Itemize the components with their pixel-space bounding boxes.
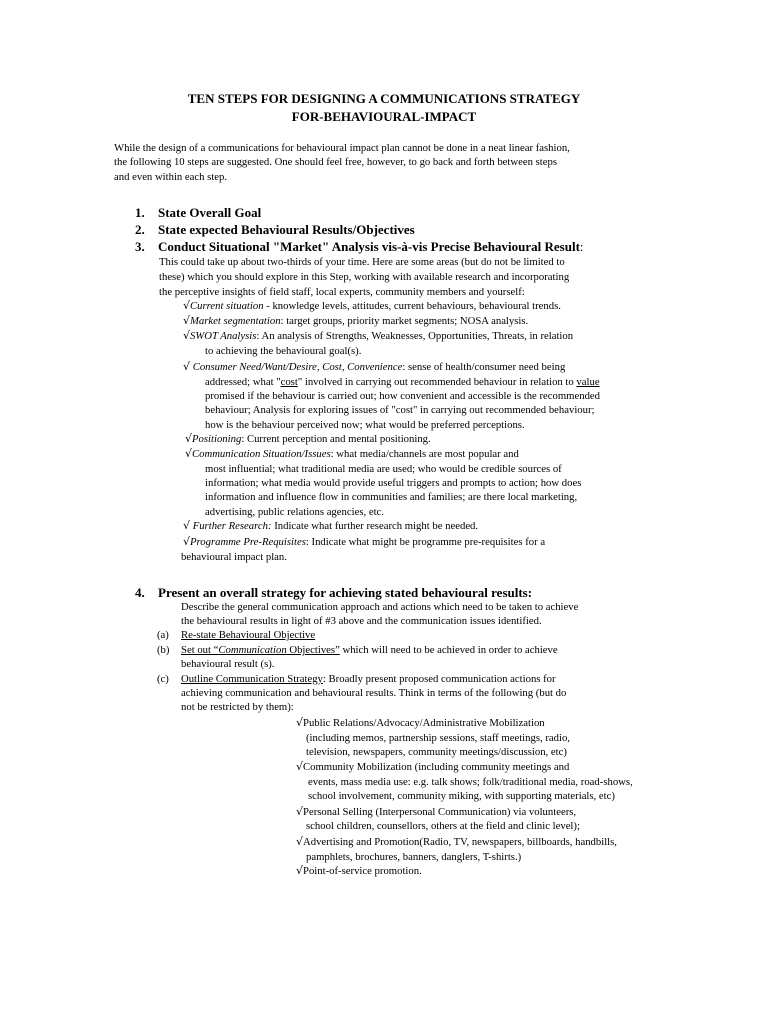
step4-intro-line: the behavioural results in light of #3 above and the communication issues identified. <box>181 615 542 627</box>
bullet-continuation: information; what media would provide useful triggers and prompts to action; how does <box>205 477 582 489</box>
text-span: " involved in carrying out recommended behaviour in relation to <box>297 376 577 388</box>
item-b-marker: (b) <box>157 644 170 656</box>
bullet-continuation <box>205 375 600 389</box>
check-icon: √ <box>296 864 304 877</box>
bullet-label: Market segmentation <box>190 315 281 327</box>
bullet-text: : Current perception and mental positioning. <box>241 433 431 445</box>
check-icon: √ <box>183 299 191 312</box>
item-c-continuation: not be restricted by them): <box>181 701 294 713</box>
bullet-text: - knowledge levels, attitudes, current behaviours, behavioural trends. <box>263 300 561 312</box>
bullet-market-segmentation <box>183 314 528 328</box>
bullet-text: : what media/channels are most popular and <box>330 448 519 460</box>
subitem-advertising <box>296 835 617 849</box>
item-c-label: Outline Communication Strategy <box>181 673 323 685</box>
text-span: Public Relations/Advocacy/Administrative Mobilization <box>303 717 545 729</box>
bullet-label: Consumer Need/Want/Desire, Cost, Convenience <box>192 361 403 373</box>
bullet-label: Positioning <box>192 433 242 445</box>
underlined-cost: cost <box>280 376 298 388</box>
text-span: Advertising and Promotion(Radio, TV, newspapers, billboards, handbills, <box>303 836 617 848</box>
bullet-continuation: behaviour; Analysis for exploring issues of "cost" in carrying out recommended behaviour; <box>205 404 595 416</box>
subitem-continuation: pamphlets, brochures, banners, danglers, T-shirts.) <box>306 851 522 863</box>
step3-intro-line: these) which you should explore in this Step, working with available research and incorporating <box>159 271 570 283</box>
bullet-continuation: to achieving the behavioural goal(s). <box>205 345 362 357</box>
step-1-heading <box>135 204 261 221</box>
bullet-label: Further Research: <box>192 520 272 532</box>
bullet-positioning <box>185 432 431 446</box>
item-c-text <box>181 672 556 686</box>
item-a-text: Re-state Behavioural Objective <box>181 629 316 641</box>
check-icon: √ <box>183 360 191 373</box>
bullet-label: SWOT Analysis <box>190 330 257 342</box>
step3-intro-line: the perceptive insights of field staff, local experts, community members and yourself: <box>159 286 525 298</box>
step-text: Present an overall strategy for achieving stated behavioural results: <box>158 585 533 600</box>
step-number: 4. <box>135 585 145 600</box>
bullet-text: : Indicate what might be programme pre-requisites for a <box>305 536 546 548</box>
item-a-marker: (a) <box>157 629 169 641</box>
subitem-continuation: television, newspapers, community meetings/discussion, etc) <box>306 746 567 758</box>
bullet-programme-prereq <box>183 535 545 549</box>
text-span: which will need to be achieved in order to achieve <box>339 644 558 656</box>
bullet-continuation: how is the behaviour perceived now; what would be preferred perceptions. <box>205 419 525 431</box>
step-text: State expected Behavioural Results/Objectives <box>158 222 415 237</box>
bullet-continuation: promised if the behaviour is carried out; how convenient and accessible is the recommended <box>205 390 601 402</box>
subitem-continuation: school involvement, community miking, with supporting materials, etc) <box>308 790 615 802</box>
subitem-public-relations <box>296 716 545 730</box>
check-icon: √ <box>183 314 191 327</box>
subitem-point-of-service <box>296 864 422 878</box>
bullet-continuation: most influential; what traditional media are used; who would be credible sources of <box>205 463 562 475</box>
subitem-continuation: events, mass media use: e.g. talk shows; folk/traditional media, road-shows, <box>308 776 633 788</box>
check-icon: √ <box>185 447 193 460</box>
item-b-underlined <box>181 644 340 656</box>
bullet-text: : target groups, priority market segments; NOSA analysis. <box>280 315 529 327</box>
text-span: addressed; what " <box>205 376 281 388</box>
check-icon: √ <box>183 535 191 548</box>
check-icon: √ <box>296 835 304 848</box>
bullet-further-research <box>183 519 478 533</box>
item-c-continuation: achieving communication and behavioural results. Think in terms of the following (but do <box>181 687 567 699</box>
bullet-continuation: behavioural impact plan. <box>181 551 287 563</box>
bullet-continuation: information and influence flow in communities and families; are there local marketing, <box>205 491 578 503</box>
underlined-value: value <box>576 376 600 388</box>
bullet-text: : An analysis of Strengths, Weaknesses, Opportunities, Threats, in relation <box>256 330 574 342</box>
text-span: Objectives” <box>286 644 340 656</box>
intro-paragraph <box>114 141 694 184</box>
item-c-marker: (c) <box>157 673 169 685</box>
item-b-continuation: behavioural result (s). <box>181 658 275 670</box>
text-span: Personal Selling (Interpersonal Communication) via volunteers, <box>303 806 577 818</box>
bullet-text: Indicate what further research might be needed. <box>271 520 479 532</box>
subitem-community-mobilization <box>296 760 569 774</box>
step4-intro-line: Describe the general communication approach and actions which need to be taken to achieve <box>181 601 579 613</box>
bullet-text: : sense of health/consumer need being <box>402 361 566 373</box>
check-icon: √ <box>296 716 304 729</box>
text-span: Community Mobilization (including community meetings and <box>303 761 570 773</box>
step-4-heading <box>135 584 532 601</box>
check-icon: √ <box>183 329 191 342</box>
subitem-continuation: school children, counsellors, others at the field and clinic level); <box>306 820 580 832</box>
bullet-communication-situation <box>185 447 519 461</box>
doc-title-line2: FOR-BEHAVIOURAL-IMPACT <box>291 109 477 124</box>
check-icon: √ <box>296 760 304 773</box>
intro-line: and even within each step. <box>114 170 228 183</box>
bullet-swot <box>183 329 573 343</box>
bullet-label: Communication Situation/Issues <box>192 448 331 460</box>
step3-intro-line: This could take up about two-thirds of your time. Here are some areas (but do not be limited to <box>159 256 565 268</box>
check-icon: √ <box>183 519 191 532</box>
text-span: Set out “ <box>181 644 219 656</box>
item-b-text <box>181 643 558 657</box>
step-text: State Overall Goal <box>158 205 262 220</box>
bullet-label: Programme Pre-Requisites <box>190 536 306 548</box>
bullet-continuation: advertising, public relations agencies, etc. <box>205 506 384 518</box>
text-span: : Broadly present proposed communication actions for <box>322 673 556 685</box>
doc-title-line1: TEN STEPS FOR DESIGNING A COMMUNICATIONS STRATEGY <box>187 91 581 106</box>
step-number: 2. <box>135 222 145 237</box>
intro-line: While the design of a communications for behavioural impact plan cannot be done in a neat linear fashion, <box>114 142 570 154</box>
step-number: 1. <box>135 205 145 220</box>
bullet-current-situation <box>183 299 561 313</box>
step-2-heading <box>135 221 415 238</box>
step-3-heading <box>135 238 584 255</box>
intro-line: the following 10 steps are suggested. One should feel free, however, to go back and forth between steps <box>114 156 557 169</box>
step-text-suffix: : <box>579 239 584 254</box>
check-icon: √ <box>296 805 304 818</box>
bullet-label: Current situation <box>190 300 264 312</box>
step-text: Conduct Situational "Market" Analysis vis-à-vis Precise Behavioural Result <box>158 239 580 254</box>
bullet-consumer-need <box>183 360 565 374</box>
check-icon: √ <box>185 432 193 445</box>
step-number: 3. <box>135 239 145 254</box>
subitem-continuation: (including memos, partnership sessions, staff meetings, radio, <box>306 732 570 744</box>
subitem-personal-selling <box>296 805 576 819</box>
text-span: Point-of-service promotion. <box>303 865 422 877</box>
text-span: Communication <box>218 644 287 656</box>
